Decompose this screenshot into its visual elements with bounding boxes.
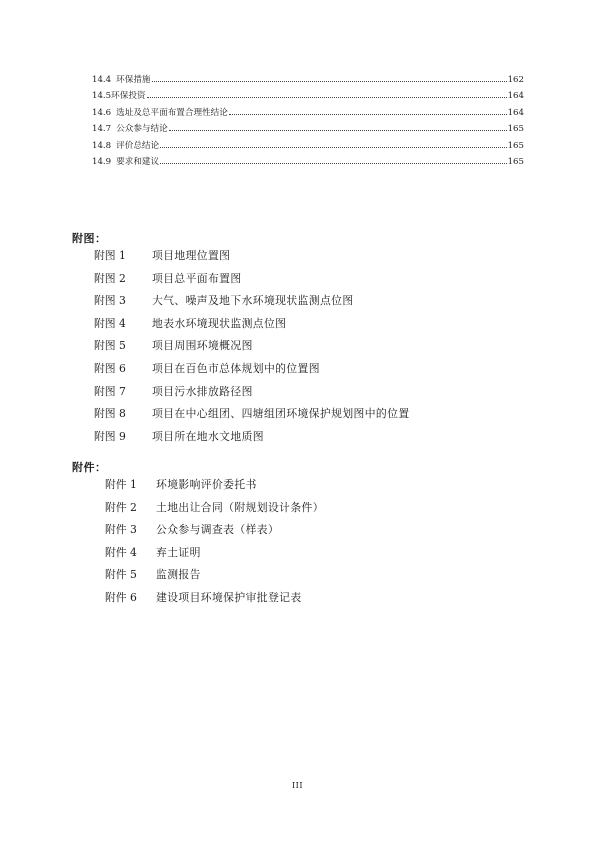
figure-title: 项目总平面布置图 xyxy=(152,271,242,285)
toc-dot-leader xyxy=(229,113,507,115)
toc-entry-number: 14.5 xyxy=(92,91,112,102)
table-of-contents xyxy=(92,72,524,170)
attachment-label: 附件 4 xyxy=(105,545,137,559)
figure-item xyxy=(94,335,410,358)
toc-dot-leader xyxy=(147,96,507,98)
figures-list xyxy=(94,245,410,448)
toc-entry-page: 164 xyxy=(507,91,524,102)
attachment-label: 附件 6 xyxy=(105,590,137,604)
attachment-item xyxy=(105,564,324,587)
attachment-title: 弃土证明 xyxy=(156,545,201,559)
toc-dot-leader xyxy=(160,146,506,148)
figure-title: 项目所在地水文地质图 xyxy=(152,429,264,443)
toc-entry-number: 14.8 xyxy=(92,140,112,151)
toc-dot-leader xyxy=(169,129,507,131)
attachment-label: 附件 5 xyxy=(105,568,137,582)
toc-entry-page: 165 xyxy=(507,124,524,135)
figure-title: 项目地理位置图 xyxy=(152,249,231,262)
toc-entry-number: 14.9 xyxy=(92,156,112,167)
figure-label: 附图 2 xyxy=(94,271,126,285)
figures-heading: 附图： xyxy=(72,232,107,245)
toc-entry[interactable] xyxy=(92,121,524,137)
figure-label: 附图 5 xyxy=(94,339,126,353)
attachment-item xyxy=(105,542,324,565)
attachment-item xyxy=(105,497,324,520)
figure-title: 大气、噪声及地下水环境现状监测点位图 xyxy=(152,294,354,308)
toc-entry-page: 165 xyxy=(507,140,524,151)
toc-entry-number: 14.7 xyxy=(92,124,112,135)
attachment-item xyxy=(105,474,324,497)
attachment-item xyxy=(105,519,324,542)
toc-entry-title: 选址及总平面布置合理性结论 xyxy=(116,107,228,118)
page-number: III xyxy=(292,781,303,790)
figure-label: 附图 6 xyxy=(94,361,126,375)
figure-item xyxy=(94,290,410,313)
figure-item xyxy=(94,358,410,381)
toc-entry-title: 要求和建议 xyxy=(116,156,160,167)
toc-entry-page: 164 xyxy=(507,107,524,118)
toc-entry-title: 环保措施 xyxy=(116,75,151,85)
figure-title: 项目周围环境概况图 xyxy=(152,339,253,353)
attachment-title: 环境影响评价委托书 xyxy=(156,478,257,491)
figure-item xyxy=(94,268,410,291)
figure-item xyxy=(94,403,410,426)
toc-entry-title: 公众参与结论 xyxy=(116,124,168,135)
figure-label: 附图 3 xyxy=(94,294,126,308)
toc-entry-number: 14.6 xyxy=(92,107,112,118)
figure-title: 项目污水排放路径图 xyxy=(152,384,253,398)
attachment-label: 附件 1 xyxy=(105,478,137,491)
toc-entry[interactable] xyxy=(92,88,524,104)
attachment-title: 公众参与调查表（样表） xyxy=(156,523,280,537)
toc-entry-number: 14.4 xyxy=(92,75,112,85)
figure-item xyxy=(94,245,410,268)
figure-item xyxy=(94,426,410,449)
toc-entry-title: 评价总结论 xyxy=(116,140,160,151)
figure-item xyxy=(94,313,410,336)
toc-entry-title: 环保投资 xyxy=(111,91,146,102)
figure-label: 附图 1 xyxy=(94,249,126,262)
figure-title: 项目在百色市总体规划中的位置图 xyxy=(152,361,320,375)
attachments-heading: 附件： xyxy=(72,461,107,474)
attachment-label: 附件 3 xyxy=(105,523,137,537)
attachment-label: 附件 2 xyxy=(105,500,137,514)
toc-entry[interactable] xyxy=(92,154,524,170)
toc-entry-page: 165 xyxy=(507,156,524,167)
figure-item xyxy=(94,381,410,404)
attachment-title: 监测报告 xyxy=(156,568,201,582)
figure-label: 附图 8 xyxy=(94,407,126,421)
toc-dot-leader xyxy=(160,162,506,164)
figure-label: 附图 4 xyxy=(94,316,126,330)
toc-entry[interactable] xyxy=(92,138,524,154)
attachments-list xyxy=(105,474,324,610)
figure-label: 附图 9 xyxy=(94,429,126,443)
attachment-title: 建设项目环境保护审批登记表 xyxy=(156,590,302,604)
figure-title: 项目在中心组团、四塘组团环境保护规划图中的位置 xyxy=(152,407,410,421)
toc-entry-page: 162 xyxy=(507,75,524,85)
toc-dot-leader xyxy=(152,80,507,82)
figure-label: 附图 7 xyxy=(94,384,126,398)
attachment-item xyxy=(105,587,324,610)
figure-title: 地表水环境现状监测点位图 xyxy=(152,316,287,330)
toc-entry[interactable] xyxy=(92,105,524,121)
toc-entry[interactable] xyxy=(92,72,524,88)
attachment-title: 土地出让合同（附规划设计条件） xyxy=(156,500,324,514)
